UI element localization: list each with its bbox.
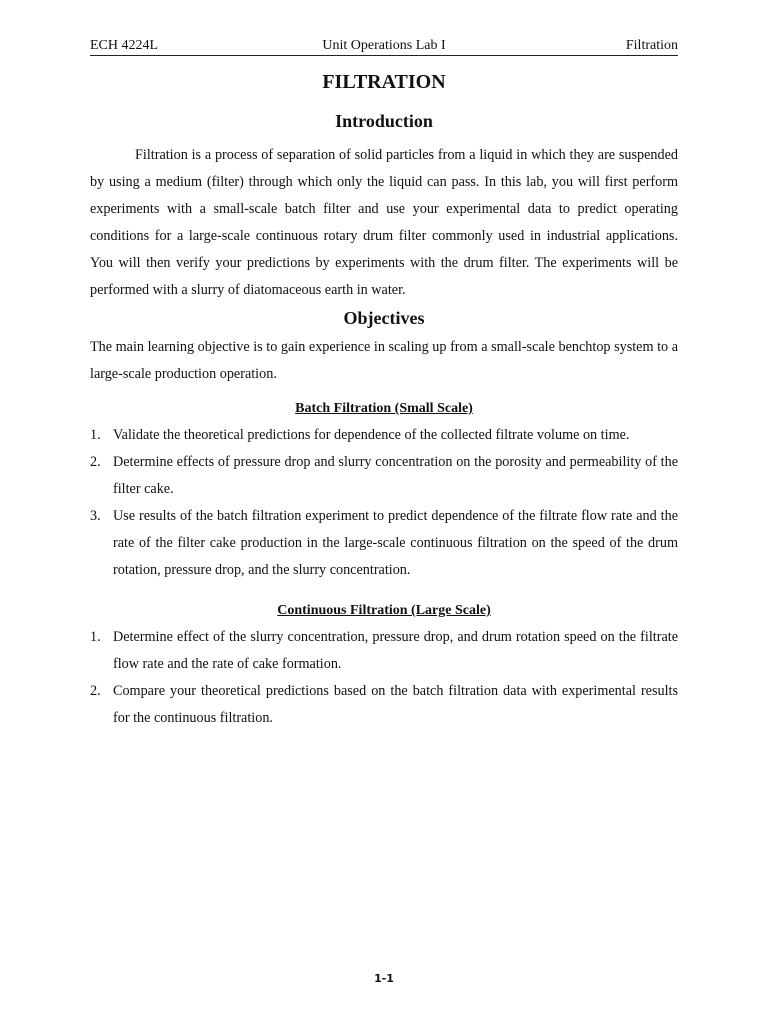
introduction-heading: Introduction: [335, 111, 433, 131]
introduction-paragraph: Filtration is a process of separation of solid particles from a liquid in which they are suspended by using a medium (filter) through which only the liquid can pass. In this lab, you will first perform experiments with a small-scale batch filter and use your experimental data to predict operating conditions for a large-scale continuous rotary drum filter commonly used in industrial applications. You will then verify your predictions by experiments with the drum filter. The experiments will be performed with a slurry of diatomaceous earth in water.: [90, 147, 678, 298]
list-item-number: 1.: [90, 629, 101, 645]
header-course-title: Unit Operations Lab I: [322, 38, 446, 53]
list-item: [90, 678, 678, 732]
list-item-text: Determine effect of the slurry concentration, pressure drop, and drum rotation speed on the filtrate flow rate and the rate of cake formation.: [113, 629, 678, 672]
page-number: 1-1: [374, 972, 394, 985]
batch-objectives-list: [90, 422, 678, 584]
list-item: [90, 503, 678, 584]
objectives-heading: Objectives: [343, 308, 425, 328]
list-item-text: Use results of the batch filtration experiment to predict dependence of the filtrate flow rate and the rate of the filter cake production in the large-scale continuous filtration on the speed of the drum rotation, pressure drop, and the slurry concentration.: [113, 508, 678, 578]
continuous-objectives-list: [90, 624, 678, 732]
list-item-number: 1.: [90, 427, 101, 443]
list-item-number: 2.: [90, 683, 101, 699]
objectives-paragraph: The main learning objective is to gain experience in scaling up from a small-scale benchtop system to a large-scale production operation.: [90, 339, 678, 382]
batch-filtration-heading: [90, 400, 678, 418]
header-section-name: Filtration: [625, 38, 678, 53]
list-item: [90, 449, 678, 503]
batch-filtration-heading-text: Batch Filtration (Small Scale): [295, 401, 473, 416]
header-course-code: ECH 4224L: [90, 38, 159, 53]
document-title: FILTRATION: [322, 71, 446, 93]
running-header: [90, 38, 678, 56]
list-item: [90, 624, 678, 678]
list-item: [90, 422, 678, 449]
continuous-filtration-heading: [90, 602, 678, 620]
list-item-number: 3.: [90, 508, 101, 524]
list-item-text: Validate the theoretical predictions for dependence of the collected filtrate volume on time.: [113, 427, 630, 443]
list-item-text: Determine effects of pressure drop and slurry concentration on the porosity and permeability of the filter cake.: [113, 454, 678, 497]
list-item-text: Compare your theoretical predictions based on the batch filtration data with experimental results for the continuous filtration.: [113, 683, 678, 726]
list-item-number: 2.: [90, 454, 101, 470]
continuous-filtration-heading-text: Continuous Filtration (Large Scale): [277, 603, 491, 618]
